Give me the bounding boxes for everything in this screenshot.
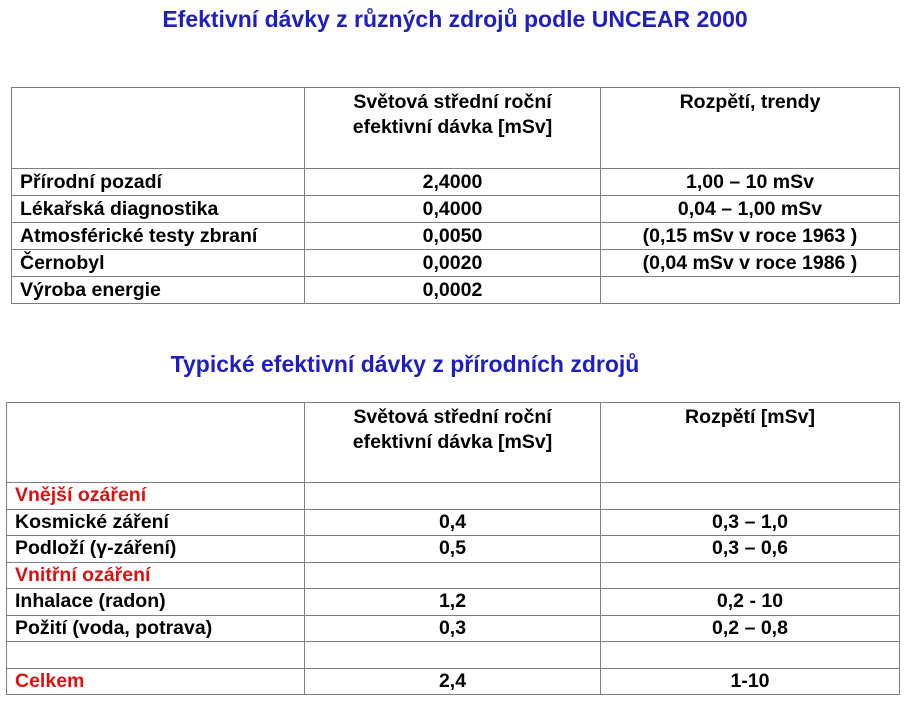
table-row: [12, 169, 900, 196]
header-cell: [7, 403, 305, 483]
section-title: Typické efektivní dávky z přírodních zdrojů: [170, 351, 640, 377]
row-value: 0,0050: [305, 223, 601, 250]
table-row: [12, 250, 900, 277]
row-range: 0,2 – 0,8: [601, 615, 900, 642]
row-label: Vnější ozáření: [7, 483, 305, 510]
header-cell: [12, 88, 305, 169]
row-range: [601, 642, 900, 669]
table-row: [7, 509, 900, 536]
table-row: [7, 562, 900, 589]
table-row: [7, 668, 900, 695]
row-range: 1-10: [601, 668, 900, 695]
row-value: 2,4: [305, 668, 601, 695]
natural-sources-table: [6, 402, 900, 695]
row-value: 0,4: [305, 509, 601, 536]
row-label: Podloží (γ-záření): [7, 536, 305, 563]
row-value: 0,4000: [305, 196, 601, 223]
row-label: Černobyl: [12, 250, 305, 277]
row-label: Výroba energie: [12, 277, 305, 304]
table-row: [12, 277, 900, 304]
table-row: [12, 196, 900, 223]
row-value: 0,5: [305, 536, 601, 563]
row-range: [601, 483, 900, 510]
row-range: 0,04 – 1,00 mSv: [601, 196, 900, 223]
row-label: Vnitřní ozáření: [7, 562, 305, 589]
table-header-row: [7, 403, 900, 483]
row-label: Celkem: [7, 668, 305, 695]
row-label: Kosmické záření: [7, 509, 305, 536]
table-row: [7, 589, 900, 616]
table-row: [7, 615, 900, 642]
row-value: 2,4000: [305, 169, 601, 196]
header-cell: Rozpětí [mSv]: [601, 403, 900, 483]
row-range: [601, 277, 900, 304]
row-range: (0,15 mSv v roce 1963 ): [601, 223, 900, 250]
table-row: [7, 483, 900, 510]
row-range: [601, 562, 900, 589]
row-value: [305, 642, 601, 669]
row-label: Atmosférické testy zbraní: [12, 223, 305, 250]
row-label: Požití (voda, potrava): [7, 615, 305, 642]
row-value: [305, 483, 601, 510]
row-value: 0,0020: [305, 250, 601, 277]
row-value: 1,2: [305, 589, 601, 616]
header-cell: Světová střední roční efektivní dávka [mSv]: [305, 403, 601, 483]
uncear-doses-table: [11, 87, 900, 304]
table-header-row: [12, 88, 900, 169]
row-label: Lékařská diagnostika: [12, 196, 305, 223]
row-range: 0,3 – 1,0: [601, 509, 900, 536]
row-label: [7, 642, 305, 669]
header-cell: Rozpětí, trendy: [601, 88, 900, 169]
row-range: (0,04 mSv v roce 1986 ): [601, 250, 900, 277]
table-row: [7, 642, 900, 669]
table-row: [7, 536, 900, 563]
table-row: [12, 223, 900, 250]
row-range: 0,2 - 10: [601, 589, 900, 616]
row-value: 0,3: [305, 615, 601, 642]
row-label: Inhalace (radon): [7, 589, 305, 616]
row-value: [305, 562, 601, 589]
row-value: 0,0002: [305, 277, 601, 304]
row-label: Přírodní pozadí: [12, 169, 305, 196]
page-title: Efektivní dávky z různých zdrojů podle UNCEAR 2000: [162, 6, 748, 32]
header-cell: Světová střední roční efektivní dávka [mSv]: [305, 88, 601, 169]
row-range: 0,3 – 0,6: [601, 536, 900, 563]
row-range: 1,00 – 10 mSv: [601, 169, 900, 196]
